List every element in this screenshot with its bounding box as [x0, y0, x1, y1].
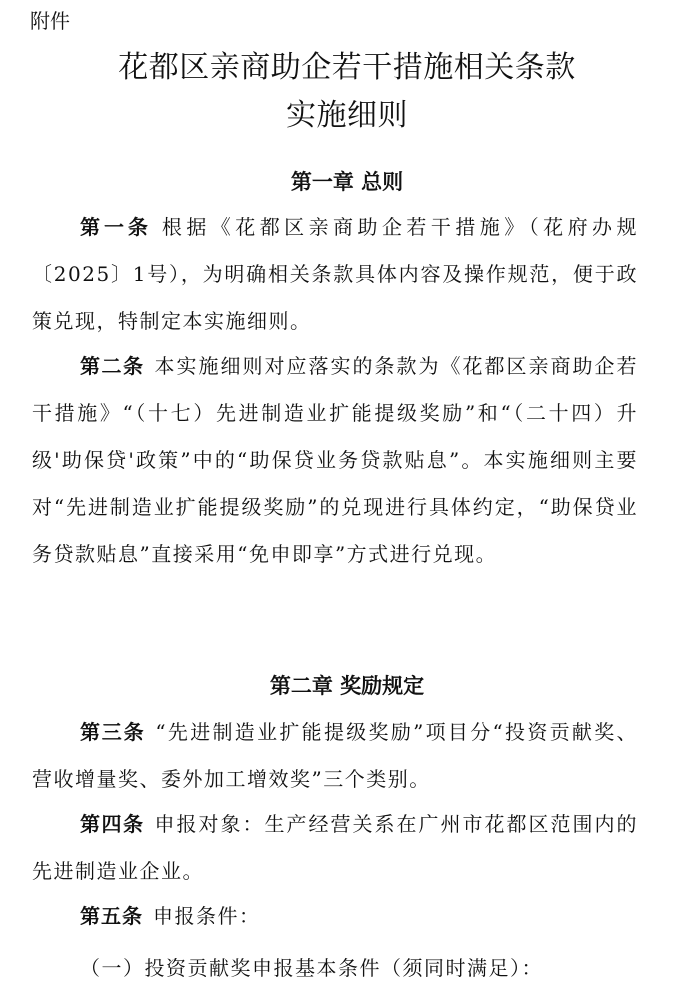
article-3-number: 第三条	[80, 720, 146, 744]
article-4-text: 申报对象：生产经营关系在广州市花都区范围内的先进制造业企业。	[32, 812, 638, 883]
article-1-number: 第一条	[80, 215, 152, 239]
article-5	[32, 893, 638, 940]
chapter-2-heading: 第二章 奖励规定	[269, 674, 425, 698]
attachment-label: 附件	[30, 9, 70, 33]
article-1	[32, 204, 638, 345]
article-1-text: 根据《花都区亲商助企若干措施》（花府办规〔2025〕1号），为明确相关条款具体内容及操作规范，便于政策兑现，特制定本实施细则。	[32, 215, 639, 333]
document-title-line-2: 实施细则	[286, 98, 408, 133]
article-4	[32, 801, 638, 895]
article-3	[32, 709, 638, 803]
chapter-1-heading: 第一章 总则	[290, 170, 404, 194]
item-1: （一）投资贡献奖申报基本条件（须同时满足）：	[80, 956, 543, 980]
article-5-text: 申报条件：	[153, 904, 261, 928]
article-2	[32, 343, 638, 578]
article-2-number: 第二条	[80, 354, 145, 378]
article-4-number: 第四条	[80, 812, 145, 836]
document-title-line-1: 花都区亲商助企若干措施相关条款	[118, 50, 576, 85]
article-3-text: “先进制造业扩能提级奖励”项目分“投资贡献奖、营收增量奖、委外加工增效奖”三个类别。	[32, 720, 638, 791]
article-5-number: 第五条	[80, 904, 143, 928]
article-2-text: 本实施细则对应落实的条款为《花都区亲商助企若干措施》“（十七）先进制造业扩能提级奖励”和“（二十四）升级'助保贷'政策”中的“助保贷业务贷款贴息”。本实施细则主要对“先进制造业扩能提级奖励”的兑现进行具体约定，“助保贷业务贷款贴息”直接采用“免申即享”方式进行兑现。	[32, 354, 638, 566]
